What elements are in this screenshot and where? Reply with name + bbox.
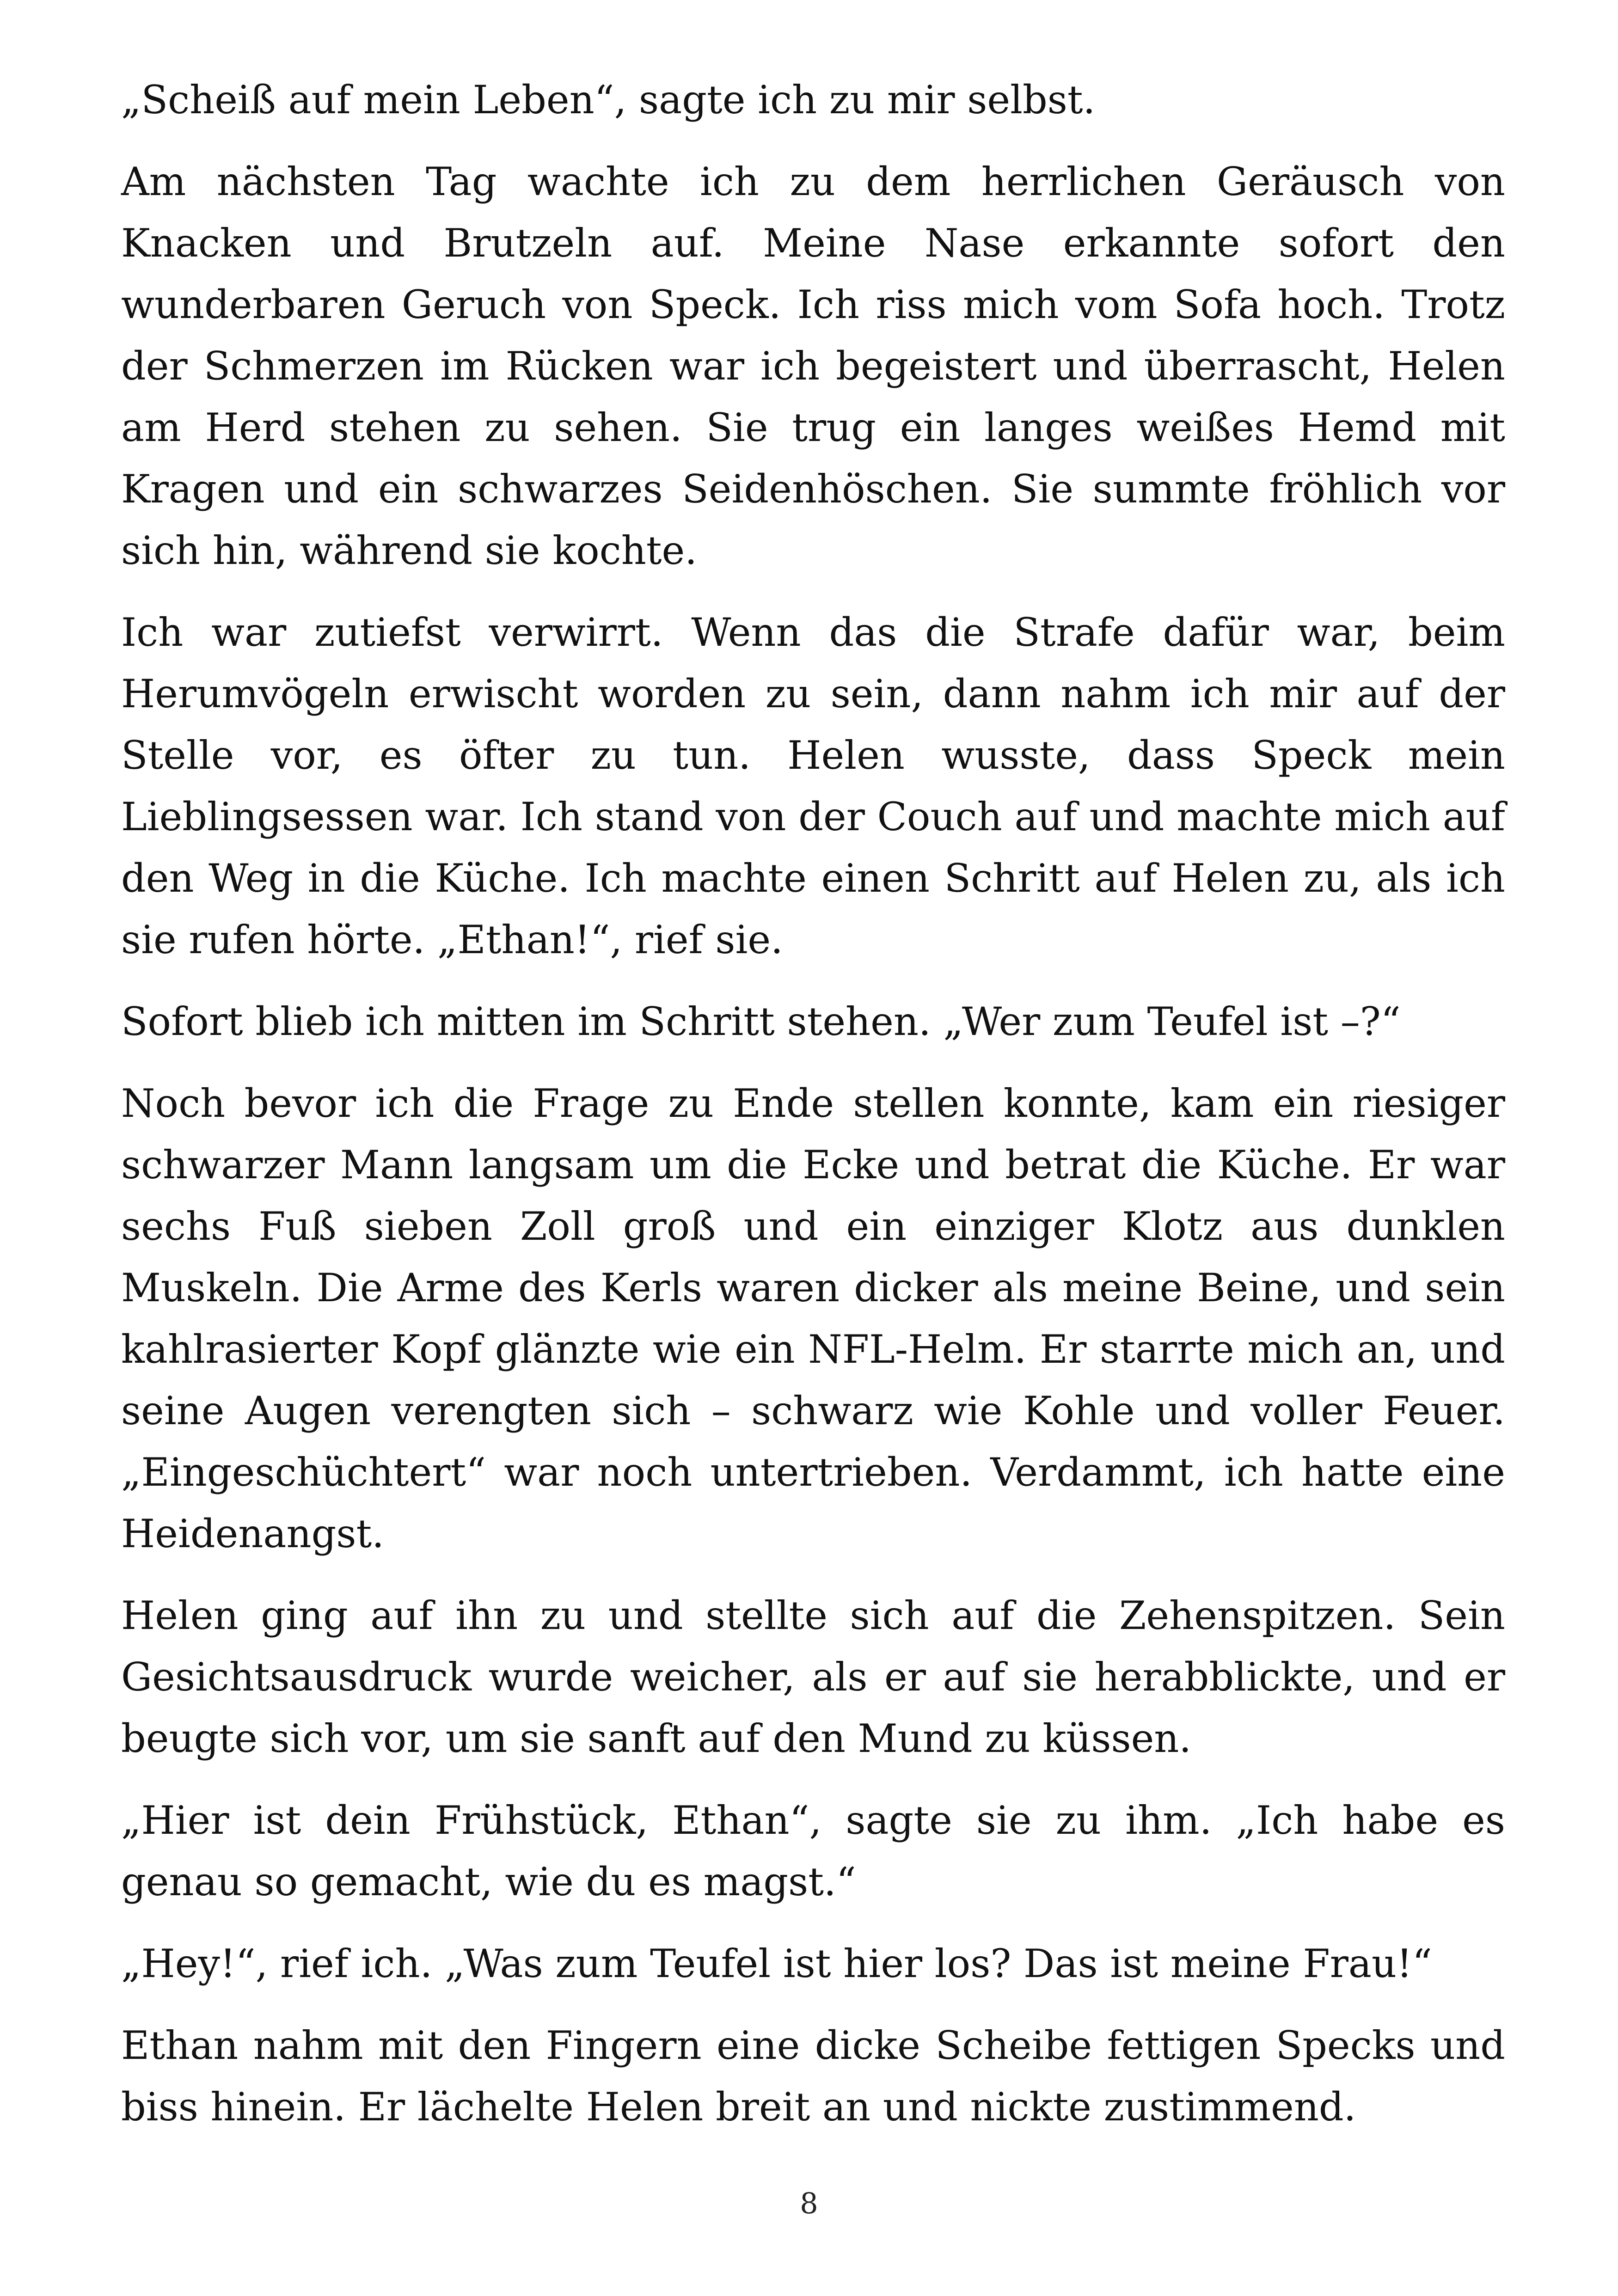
paragraph-4: Sofort blieb ich mitten im Schritt stehen. „Wer zum Teufel ist –?“ [121,999,1401,1044]
paragraph-6: Helen ging auf ihn zu und stellte sich auf die Zehenspitzen. Sein Gesichtsausdruck wurde weicher, als er auf sie herabblickte, und er beugte sich vor, um sie sanft auf den Mund zu küssen. [121,1593,1505,1761]
paragraph-2: Am nächsten Tag wachte ich zu dem herrlichen Geräusch von Knacken und Brutzeln auf. Meine Nase erkannte sofort den wunderbaren Geruch von Speck. Ich riss mich vom Sofa hoch. Trotz der Schmerzen im Rücken war ich begeistert und überrascht, Helen am Herd stehen zu sehen. Sie trug ein langes weißes Hemd mit Kragen und ein schwarzes Seidenhöschen. Sie summte fröhlich vor sich hin, während sie kochte. [121,159,1505,573]
paragraph-7: „Hier ist dein Frühstück, Ethan“, sagte sie zu ihm. „Ich habe es genau so gemacht, wie du es magst.“ [121,1798,1505,1904]
page-number: 8 [800,2186,818,2220]
paragraph-3: Ich war zutiefst verwirrt. Wenn das die Strafe dafür war, beim Herumvögeln erwischt worden zu sein, dann nahm ich mir auf der Stelle vor, es öfter zu tun. Helen wusste, dass Speck mein Lieblingsessen war. Ich stand von der Couch auf und machte mich auf den Weg in die Küche. Ich machte einen Schritt auf Helen zu, als ich sie rufen hörte. „Ethan!“, rief sie. [121,610,1505,962]
page-body-text [121,69,1505,2158]
paragraph-5: Noch bevor ich die Frage zu Ende stellen konnte, kam ein riesiger schwarzer Mann langsam um die Ecke und betrat die Küche. Er war sechs Fuß sieben Zoll groß und ein einziger Klotz aus dunklen Muskeln. Die Arme des Kerls waren dicker als meine Beine, und sein kahlrasierter Kopf glänzte wie ein NFL-Helm. Er starrte mich an, und seine Augen verengten sich – schwarz wie Kohle und voller Feuer. „Eingeschüchtert“ war noch untertrieben. Verdammt, ich hatte eine Heidenangst. [121,1081,1505,1556]
paragraph-8: „Hey!“, rief ich. „Was zum Teufel ist hier los? Das ist meine Frau!“ [121,1941,1432,1986]
paragraph-9: Ethan nahm mit den Fingern eine dicke Scheibe fettigen Specks und biss hinein. Er lächelte Helen breit an und nickte zustimmend. [121,2023,1505,2130]
paragraph-1: „Scheiß auf mein Leben“, sagte ich zu mir selbst. [121,77,1096,122]
